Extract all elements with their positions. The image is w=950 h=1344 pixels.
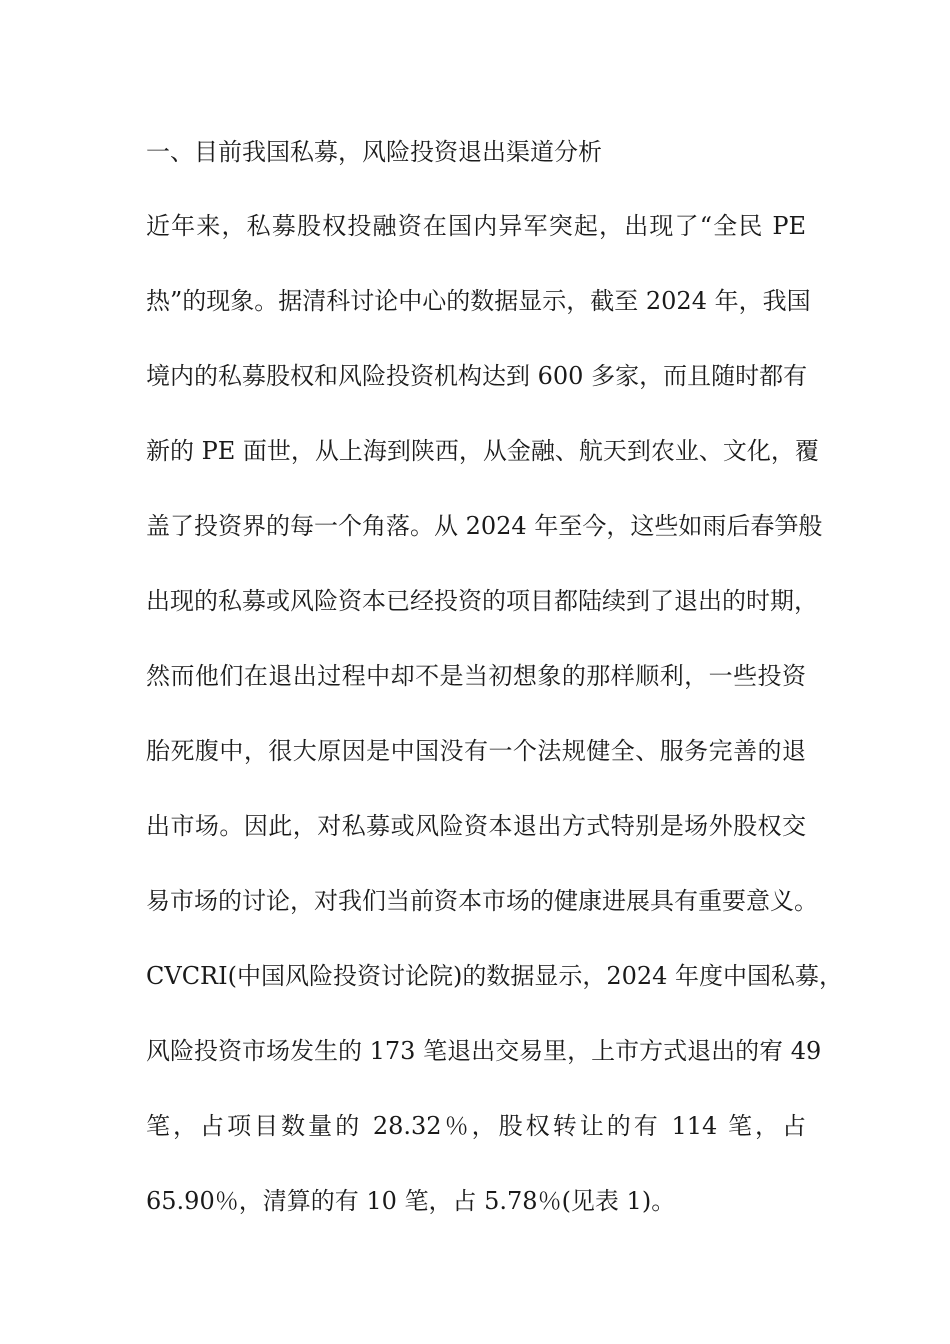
paragraph-line: 65.90％，清算的有 10 笔，占 5.78％(见表 1)。 xyxy=(146,1187,676,1215)
paragraph-line: 笔，占项目数量的 28.32％，股权转让的有 114 笔，占 xyxy=(146,1112,806,1140)
paragraph-line: 近年来，私募股权投融资在国内异军突起，出现了“全民 PE xyxy=(146,212,806,240)
paragraph-line: 胎死腹中，很大原因是中国没有一个法规健全、服务完善的退 xyxy=(146,737,806,765)
paragraph-line: 出现的私募或风险资本已经投资的项目都陆续到了退出的时期， xyxy=(146,587,818,615)
paragraph-line: CVCRI(中国风险投资讨论院)的数据显示，2024 年度中国私募， xyxy=(146,962,844,990)
paragraph-line: 境内的私募股权和风险投资机构达到 600 多家，而且随时都有 xyxy=(146,362,808,390)
paragraph-line: 风险投资市场发生的 173 笔退出交易里，上市方式退出的宥 49 xyxy=(146,1037,822,1065)
paragraph-line: 盖了投资界的每一个角落。从 2024 年至今，这些如雨后春笋般 xyxy=(146,512,823,540)
paragraph-line: 出市场。因此，对私募或风险资本退出方式特别是场外股权交 xyxy=(146,812,806,840)
paragraph-line: 然而他们在退出过程中却不是当初想象的那样顺利，一些投资 xyxy=(146,662,806,690)
paragraph-line: 热”的现象。据清科讨论中心的数据显示，截至 2024 年，我国 xyxy=(146,287,811,315)
paragraph-line: 易市场的讨论，对我们当前资本市场的健康进展具有重要意义。 xyxy=(146,887,818,915)
paragraph-line: 新的 PE 面世，从上海到陕西，从金融、航天到农业、文化，覆 xyxy=(146,437,819,465)
section-heading: 一、目前我国私募，风险投资退出渠道分析 xyxy=(146,138,602,166)
